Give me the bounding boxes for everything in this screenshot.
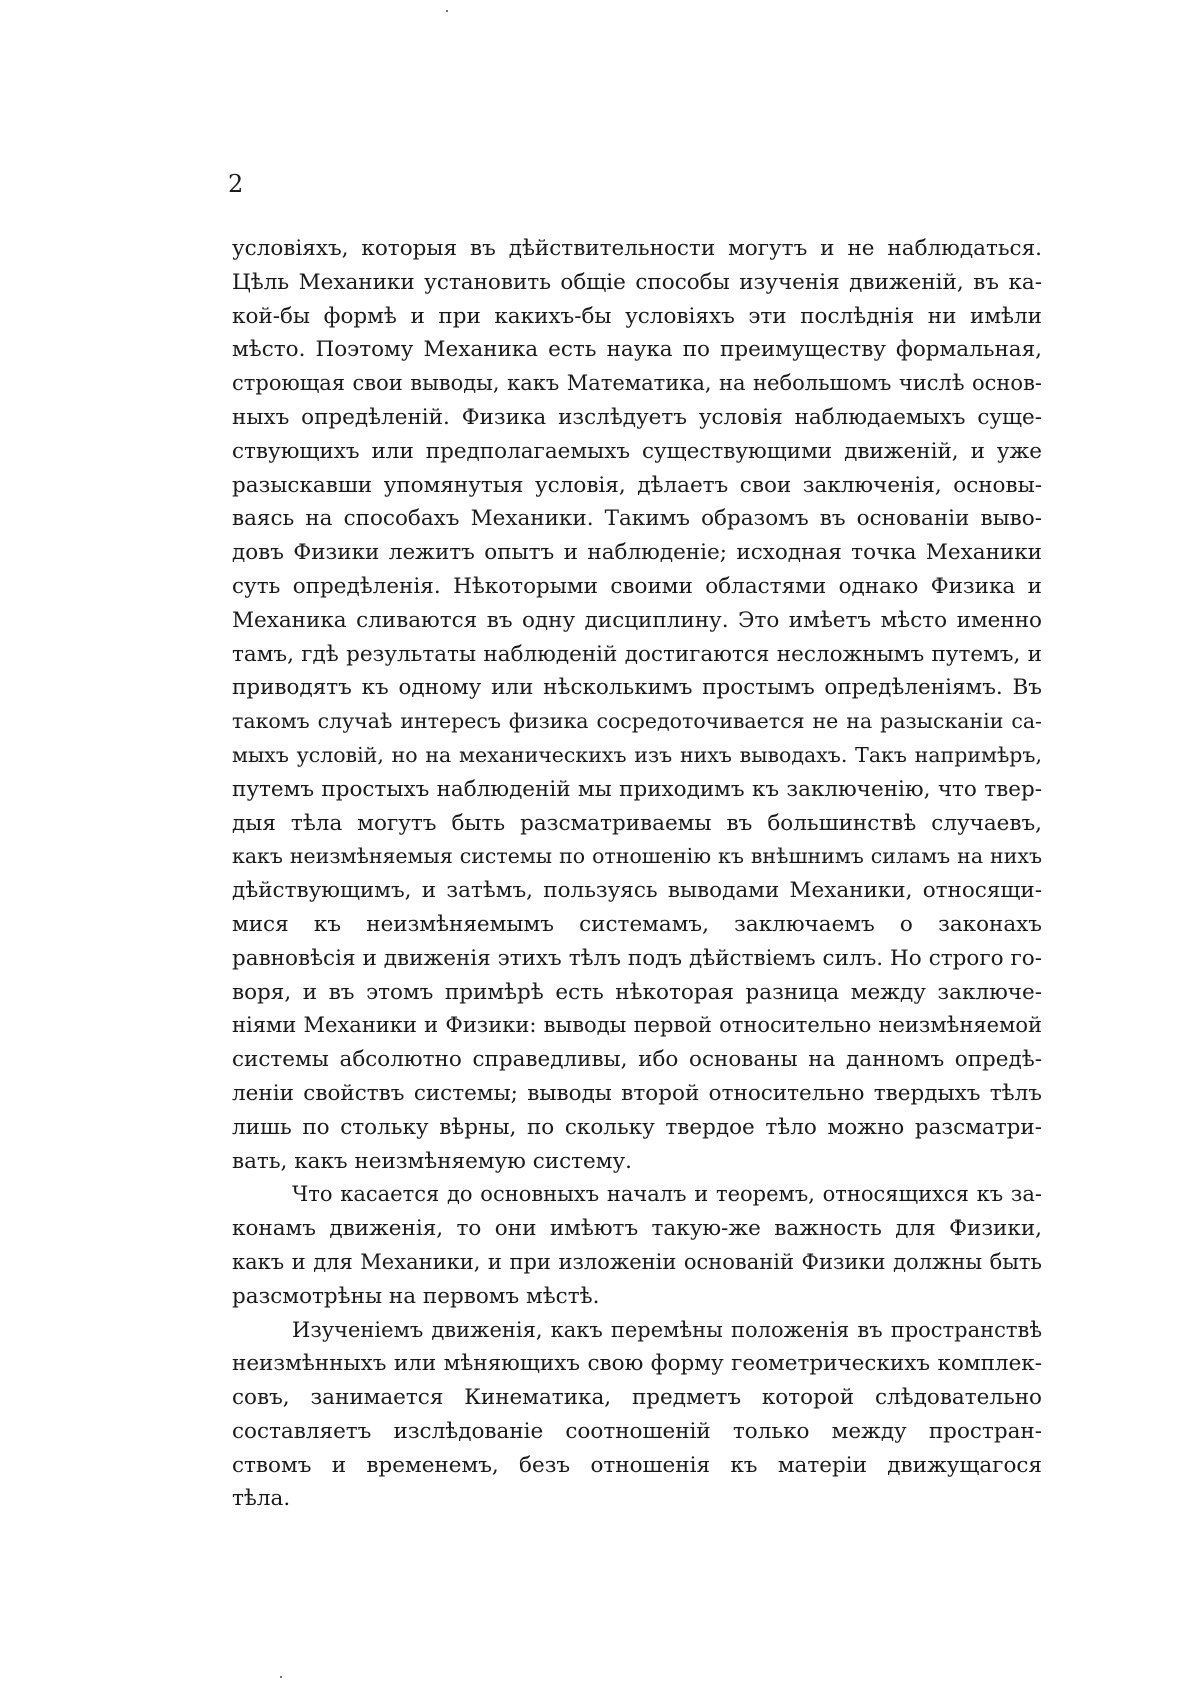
text-line: ваясь на способахъ Механики. Такимъ образомъ въ основаніи выво- [232, 506, 1042, 532]
text-line: дѣйствующимъ, и затѣмъ, пользуясь выводами Механики, относящи- [232, 878, 1042, 904]
text-line: совъ, занимается Кинематика, предметъ которой слѣдовательно [232, 1385, 1042, 1411]
text-line: ныхъ опредѣленій. Физика изслѣдуетъ условія наблюдаемыхъ суще- [232, 404, 1042, 430]
text-line: какъ неизмѣняемыя системы по отношенію къ внѣшнимъ силамъ на нихъ [232, 844, 1042, 869]
text-line: мыхъ условій, но на механическихъ изъ нихъ выводахъ. Такъ напримѣръ, [232, 742, 1042, 767]
text-line: Что касается до основныхъ началъ и теоремъ, относящихся къ за- [292, 1182, 1042, 1207]
text-line: суть опредѣленія. Нѣкоторыми своими областями однако Физика и [232, 573, 1042, 599]
text-line: разыскавши упомянутыя условія, дѣлаетъ свои заключенія, основы- [232, 472, 1042, 498]
text-line: довъ Физики лежитъ опытъ и наблюденіе; исходная точка Механики [232, 540, 1042, 566]
text-line: какъ и для Механики, и при изложеніи основаній Физики должны быть [232, 1249, 1042, 1274]
text-line: путемъ простыхъ наблюденій мы приходимъ къ заключенію, что твер- [232, 776, 1042, 802]
text-line: мѣсто. Поэтому Механика есть наука по преимуществу формальная, [232, 337, 1042, 363]
body-text [232, 232, 1042, 1516]
text-line: леніи свойствъ системы; выводы второй относительно твердыхъ тѣлъ [232, 1080, 1042, 1106]
text-line: Цѣль Механики установить общіе способы изученія движеній, въ ка- [232, 269, 1042, 295]
text-line: вать, какъ неизмѣняемую систему. [232, 1148, 632, 1174]
text-line: мися къ неизмѣняемымъ системамъ, заключаемъ о законахъ [232, 911, 1042, 937]
text-line: тѣла. [232, 1486, 291, 1512]
scan-speck [280, 1676, 282, 1678]
text-line: ствомъ и временемъ, безъ отношенія къ матеріи движущагося [232, 1452, 1042, 1478]
text-line: ніями Механики и Физики: выводы первой относительно неизмѣняемой [232, 1013, 1042, 1038]
text-line: ствующихъ или предполагаемыхъ существующими движеній, и уже [232, 438, 1042, 464]
text-line: строющая свои выводы, какъ Математика, на небольшомъ числѣ основ- [232, 371, 1042, 396]
text-line: Изученіемъ движенія, какъ перемѣны положенія въ пространствѣ [292, 1317, 1042, 1342]
text-line: тамъ, гдѣ результаты наблюденій достигаются несложнымъ путемъ, и [232, 641, 1042, 667]
scan-speck [446, 10, 448, 12]
text-line: неизмѣнныхъ или мѣняющихъ свою форму геометрическихъ комплек- [232, 1351, 1042, 1377]
text-line: лишь по стольку вѣрны, по скольку твердое тѣло можно разсматри- [232, 1114, 1042, 1140]
page-number: 2 [228, 170, 244, 198]
text-line: равновѣсія и движенія этихъ тѣлъ подъ дѣйствіемъ силъ. Но строго го- [232, 945, 1042, 971]
text-line: Механика сливаются въ одну дисциплину. Это имѣетъ мѣсто именно [232, 607, 1042, 633]
text-line: разсмотрѣны на первомъ мѣстѣ. [232, 1283, 600, 1309]
text-line: конамъ движенія, то они имѣютъ такую-же важность для Физики, [232, 1216, 1042, 1242]
text-line: приводятъ къ одному или нѣсколькимъ простымъ опредѣленіямъ. Въ [232, 675, 1042, 701]
text-line: кой-бы формѣ и при какихъ-бы условіяхъ эти послѣднія ни имѣли [232, 303, 1042, 329]
text-line: воря, и въ этомъ примѣрѣ есть нѣкоторая разница между заключе- [232, 979, 1042, 1005]
text-line: такомъ случаѣ интересъ физика сосредоточивается не на разысканіи са- [232, 709, 1042, 734]
text-line: условіяхъ, которыя въ дѣйствительности могутъ и не наблюдаться. [232, 236, 1042, 261]
text-line: системы абсолютно справедливы, ибо основаны на данномъ опредѣ- [232, 1047, 1042, 1073]
text-line: дыя тѣла могутъ быть разсматриваемы въ большинствѣ случаевъ, [232, 810, 1042, 836]
text-line: составляетъ изслѣдованіе соотношеній только между простран- [232, 1418, 1042, 1444]
